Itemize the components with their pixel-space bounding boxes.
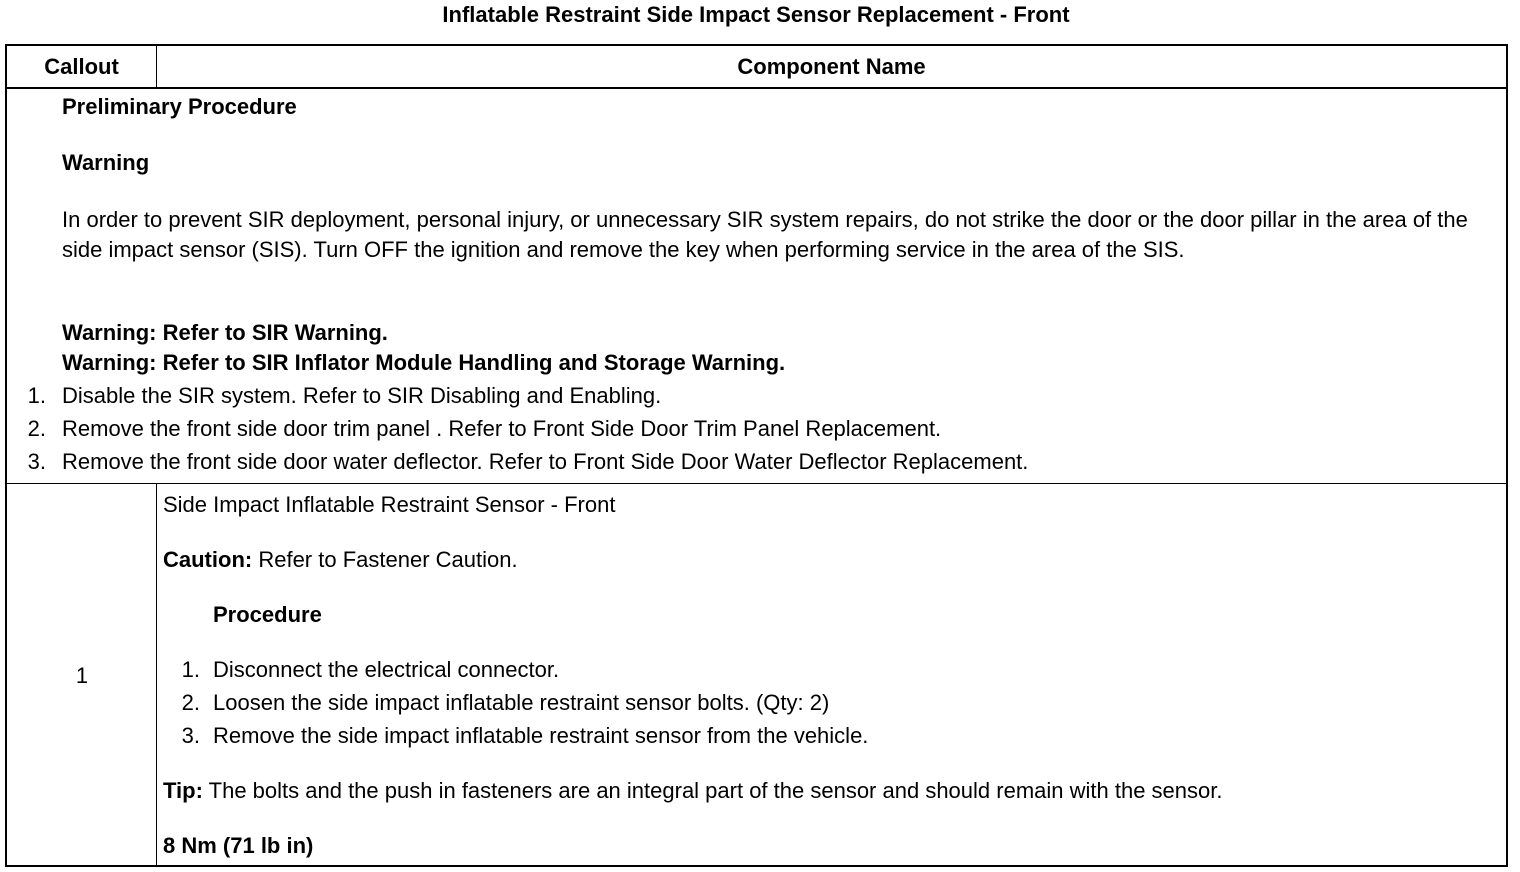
- tip-line: [163, 776, 1222, 806]
- table-header-row: [7, 46, 1506, 89]
- step-text: Loosen the side impact inflatable restraint sensor bolts. (Qty: 2): [213, 690, 830, 715]
- step-number: 1.: [27, 383, 46, 408]
- page-title: Inflatable Restraint Side Impact Sensor Replacement - Front: [442, 2, 1070, 27]
- callout-column-header: Callout: [7, 46, 157, 87]
- step-number: 2.: [181, 690, 200, 715]
- callout-number: 1: [75, 663, 89, 688]
- warning-text: In order to prevent SIR deployment, personal injury, or unnecessary SIR system repairs, do not strike the door or the door pillar in the area of the side impact sensor (SIS). Turn OFF the ignition and remove the key when performing service in the area of the SIS.: [62, 207, 1468, 262]
- step-number: 3.: [181, 723, 200, 748]
- table-row: [7, 484, 1506, 865]
- preliminary-procedure-row: [7, 89, 1506, 484]
- step-number: 2.: [27, 416, 46, 441]
- torque-spec: 8 Nm (71 lb in): [163, 833, 314, 858]
- preliminary-procedure-heading: Preliminary Procedure: [62, 94, 297, 119]
- warning-reference-inflator-handling: Warning: Refer to SIR Inflator Module Handling and Storage Warning.: [62, 350, 786, 375]
- step-text: Disconnect the electrical connector.: [213, 657, 560, 682]
- caution-line: [163, 545, 518, 575]
- step-text: Remove the side impact inflatable restraint sensor from the vehicle.: [213, 723, 869, 748]
- component-name: Side Impact Inflatable Restraint Sensor - Front: [163, 492, 616, 517]
- warning-heading: Warning: [62, 150, 150, 175]
- callout-cell: [7, 484, 157, 865]
- step-text: Remove the front side door trim panel . Refer to Front Side Door Trim Panel Replacement.: [62, 416, 942, 441]
- step-text: Remove the front side door water deflector. Refer to Front Side Door Water Deflector Replacement.: [62, 449, 1029, 474]
- tip-label: Tip:: [163, 778, 203, 803]
- warning-reference-sir: Warning: Refer to SIR Warning.: [62, 320, 388, 345]
- caution-label: Caution:: [163, 547, 253, 572]
- component-table: [5, 44, 1508, 867]
- step-text: Disable the SIR system. Refer to SIR Disabling and Enabling.: [62, 383, 662, 408]
- procedure-heading: Procedure: [213, 602, 322, 627]
- tip-text: The bolts and the push in fasteners are an integral part of the sensor and should remain with the sensor.: [208, 778, 1223, 803]
- component-name-column-header: Component Name: [737, 54, 926, 79]
- step-number: 3.: [27, 449, 46, 474]
- caution-text: Refer to Fastener Caution.: [258, 547, 518, 572]
- step-number: 1.: [181, 657, 200, 682]
